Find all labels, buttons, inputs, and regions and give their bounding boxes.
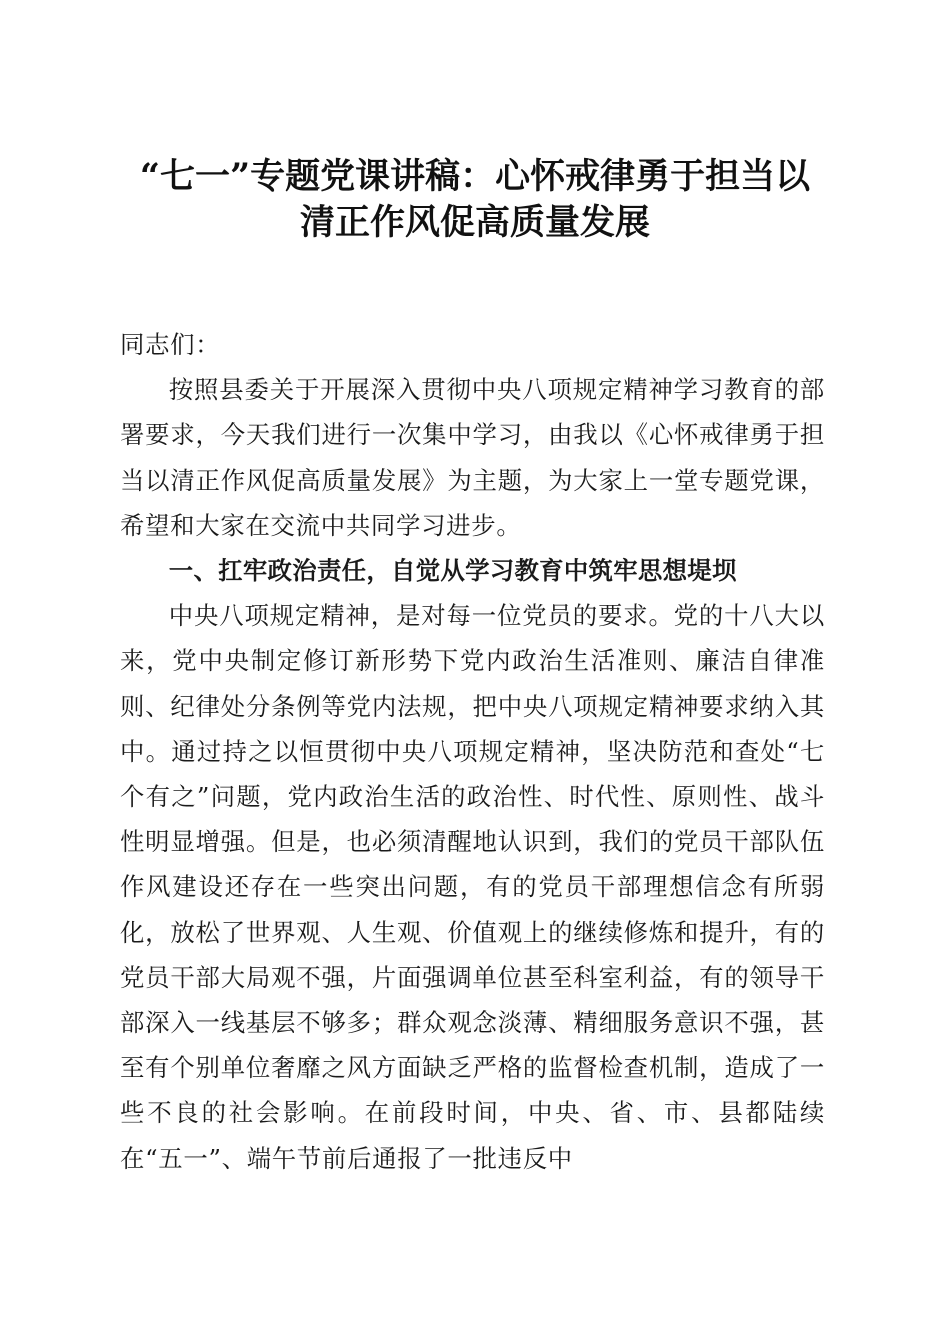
title-line-1: “七一”专题党课讲稿：心怀戒律勇于担当以 [139, 156, 811, 197]
intro-paragraph: 按照县委关于开展深入贯彻中央八项规定精神学习教育的部署要求，今天我们进行一次集中学习，由我以《心怀戒律勇于担当以清正作风促高质量发展》为主题，为大家上一堂专题党课，希望和大家在交流中共同学习进步。 [120, 375, 825, 540]
section-heading-1: 一、扛牢政治责任，自觉从学习教育中筑牢思想堤坝 [168, 556, 737, 586]
title-line-2: 清正作风促高质量发展 [299, 202, 650, 243]
body-paragraph: 中央八项规定精神，是对每一位党员的要求。党的十八大以来，党中央制定修订新形势下党内政治生活准则、廉洁自律准则、纪律处分条例等党内法规，把中央八项规定精神要求纳入其中。通过持之以恒贯彻中央八项规定精神，坚决防范和查处“七个有之”问题，党内政治生活的政治性、时代性、原则性、战斗性明显增强。但是，也必须清醒地认识到，我们的党员干部队伍作风建设还存在一些突出问题，有的党员干部理想信念有所弱化，放松了世界观、人生观、价值观上的继续修炼和提升，有的党员干部大局观不强，片面强调单位甚至科室利益，有的领导干部深入一线基层不够多；群众观念淡薄、精细服务意识不强，甚至有个别单位奢靡之风方面缺乏严格的监督检查机制，造成了一些不良的社会影响。在前段时间，中央、省、市、县都陆续在“五一”、端午节前后通报了一批违反中 [120, 601, 825, 1173]
salutation: 同志们： [120, 330, 221, 359]
document-title [100, 154, 850, 246]
document-body [120, 322, 825, 1181]
